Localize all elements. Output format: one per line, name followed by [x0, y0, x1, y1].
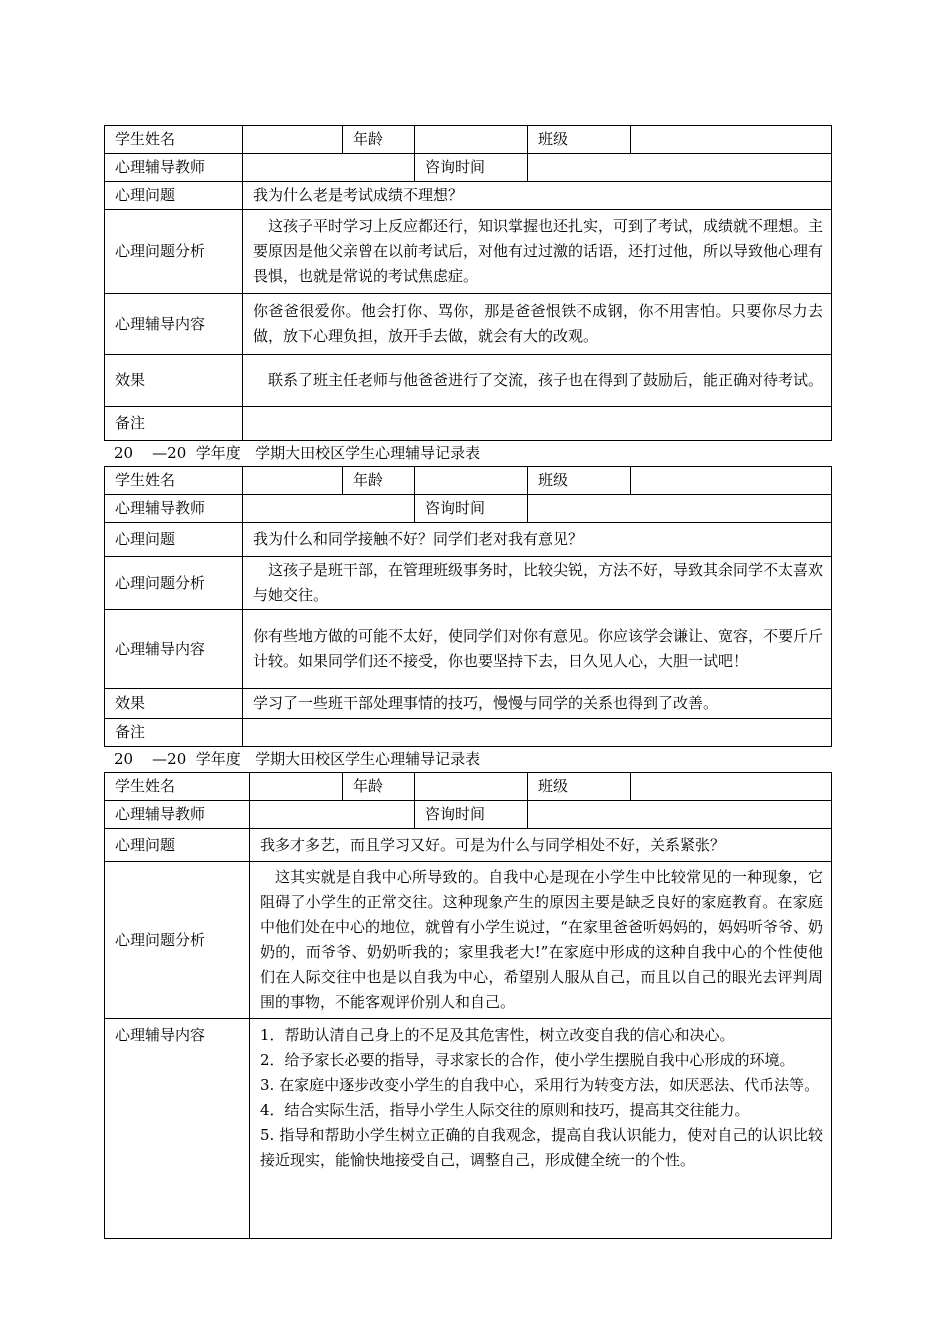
analysis-label: 心理问题分析 — [105, 210, 243, 294]
age-label: 年龄 — [343, 126, 415, 154]
teacher-value[interactable] — [250, 801, 415, 829]
class-label: 班级 — [528, 773, 631, 801]
effect-label: 效果 — [105, 355, 243, 407]
analysis-label: 心理问题分析 — [105, 557, 243, 610]
problem-value: 我多才多艺，而且学习又好。可是为什么与同学相处不好，关系紧张？ — [250, 829, 832, 862]
student-name-value[interactable] — [243, 467, 343, 495]
content-value: 你爸爸很爱你。他会打你、骂你，那是爸爸恨铁不成钢，你不用害怕。只要你尽力去做，放下心理负担，放开手去做，就会有大的改观。 — [243, 294, 832, 355]
effect-value: 学习了一些班干部处理事情的技巧，慢慢与同学的关系也得到了改善。 — [243, 689, 832, 719]
class-label: 班级 — [528, 126, 631, 154]
content-item: 5. 指导和帮助小学生树立正确的自我观念，提高自我认识能力，使对自己的认识比较接近现实，能愉快地接受自己，调整自己，形成健全统一的个性。 — [260, 1126, 823, 1169]
consult-time-value[interactable] — [528, 154, 832, 182]
consult-time-value[interactable] — [528, 495, 832, 523]
content-item: 3. 在家庭中逐步改变小学生的自我中心，采用行为转变方法，如厌恶法、代币法等。 — [260, 1076, 820, 1094]
student-name-label: 学生姓名 — [105, 126, 243, 154]
remarks-value[interactable] — [243, 719, 832, 747]
record-table-1 — [104, 125, 832, 441]
remarks-label: 备注 — [105, 407, 243, 441]
age-value[interactable] — [415, 467, 528, 495]
analysis-value: 这孩子平时学习上反应都还行，知识掌握也还扎实，可到了考试，成绩就不理想。主要原因是他父亲曾在以前考试后，对他有过过激的话语，还打过他，所以导致他心理有畏惧，也就是常说的考试焦虑症。 — [243, 210, 832, 294]
effect-label: 效果 — [105, 689, 243, 719]
teacher-value[interactable] — [243, 495, 415, 523]
content-item: 1．帮助认清自己身上的不足及其危害性，树立改变自我的信心和决心。 — [260, 1026, 735, 1044]
consult-time-label: 咨询时间 — [415, 154, 528, 182]
age-value[interactable] — [415, 126, 528, 154]
class-value[interactable] — [631, 773, 832, 801]
record-table-2 — [104, 466, 832, 747]
problem-label: 心理问题 — [105, 523, 243, 557]
content-value: 你有些地方做的可能不太好，使同学们对你有意见。你应该学会谦让、宽容，不要斤斤计较。如果同学们还不接受，你也要坚持下去，日久见人心，大胆一试吧！ — [243, 610, 832, 689]
content-label: 心理辅导内容 — [105, 294, 243, 355]
content-item: 4．结合实际生活，指导小学生人际交往的原则和技巧，提高其交往能力。 — [260, 1101, 750, 1119]
teacher-value[interactable] — [243, 154, 415, 182]
age-label: 年龄 — [343, 773, 415, 801]
problem-value: 我为什么老是考试成绩不理想？ — [243, 182, 832, 210]
record-table-3 — [104, 772, 832, 1239]
student-name-value[interactable] — [250, 773, 343, 801]
remarks-label: 备注 — [105, 719, 243, 747]
class-value[interactable] — [631, 126, 832, 154]
record-caption-2: 20 —20 学年度 学期大田校区学生心理辅导记录表 — [114, 444, 481, 462]
student-name-label: 学生姓名 — [105, 467, 243, 495]
content-label: 心理辅导内容 — [105, 610, 243, 689]
teacher-label: 心理辅导教师 — [105, 801, 250, 829]
problem-value: 我为什么和同学接触不好？同学们老对我有意见？ — [243, 523, 832, 557]
analysis-value: 这其实就是自我中心所导致的。自我中心是现在小学生中比较常见的一种现象，它阻碍了小学生的正常交往。这种现象产生的原因主要是缺乏良好的家庭教育。在家庭中他们处在中心的地位，就曾有小学生说过，“在家里爸爸听妈妈的，妈妈听爷爷、奶奶的，而爷爷、奶奶听我的；家里我老大!”在家庭中形成的这种自我中心的个性使他们在人际交往中也是以自我为中心，希望别人服从自己，而且以自己的眼光去评判周围的事物，不能客观评价别人和自己。 — [250, 862, 832, 1019]
record-caption-3: 20 —20 学年度 学期大田校区学生心理辅导记录表 — [114, 750, 481, 768]
age-label: 年龄 — [343, 467, 415, 495]
class-label: 班级 — [528, 467, 631, 495]
analysis-value: 这孩子是班干部，在管理班级事务时，比较尖锐，方法不好，导致其余同学不太喜欢与她交往。 — [243, 557, 832, 610]
analysis-label: 心理问题分析 — [105, 862, 250, 1019]
student-name-value[interactable] — [243, 126, 343, 154]
document-page — [104, 125, 831, 1239]
student-name-label: 学生姓名 — [105, 773, 250, 801]
content-list — [250, 1019, 832, 1239]
content-label: 心理辅导内容 — [105, 1019, 250, 1239]
teacher-label: 心理辅导教师 — [105, 154, 243, 182]
age-value[interactable] — [415, 773, 528, 801]
consult-time-label: 咨询时间 — [415, 801, 528, 829]
remarks-value[interactable] — [243, 407, 832, 441]
teacher-label: 心理辅导教师 — [105, 495, 243, 523]
class-value[interactable] — [631, 467, 832, 495]
content-item: 2．给予家长必要的指导，寻求家长的合作，使小学生摆脱自我中心形成的环境。 — [260, 1051, 795, 1069]
problem-label: 心理问题 — [105, 829, 250, 862]
problem-label: 心理问题 — [105, 182, 243, 210]
consult-time-label: 咨询时间 — [415, 495, 528, 523]
effect-value: 联系了班主任老师与他爸爸进行了交流，孩子也在得到了鼓励后，能正确对待考试。 — [243, 355, 832, 407]
consult-time-value[interactable] — [528, 801, 832, 829]
